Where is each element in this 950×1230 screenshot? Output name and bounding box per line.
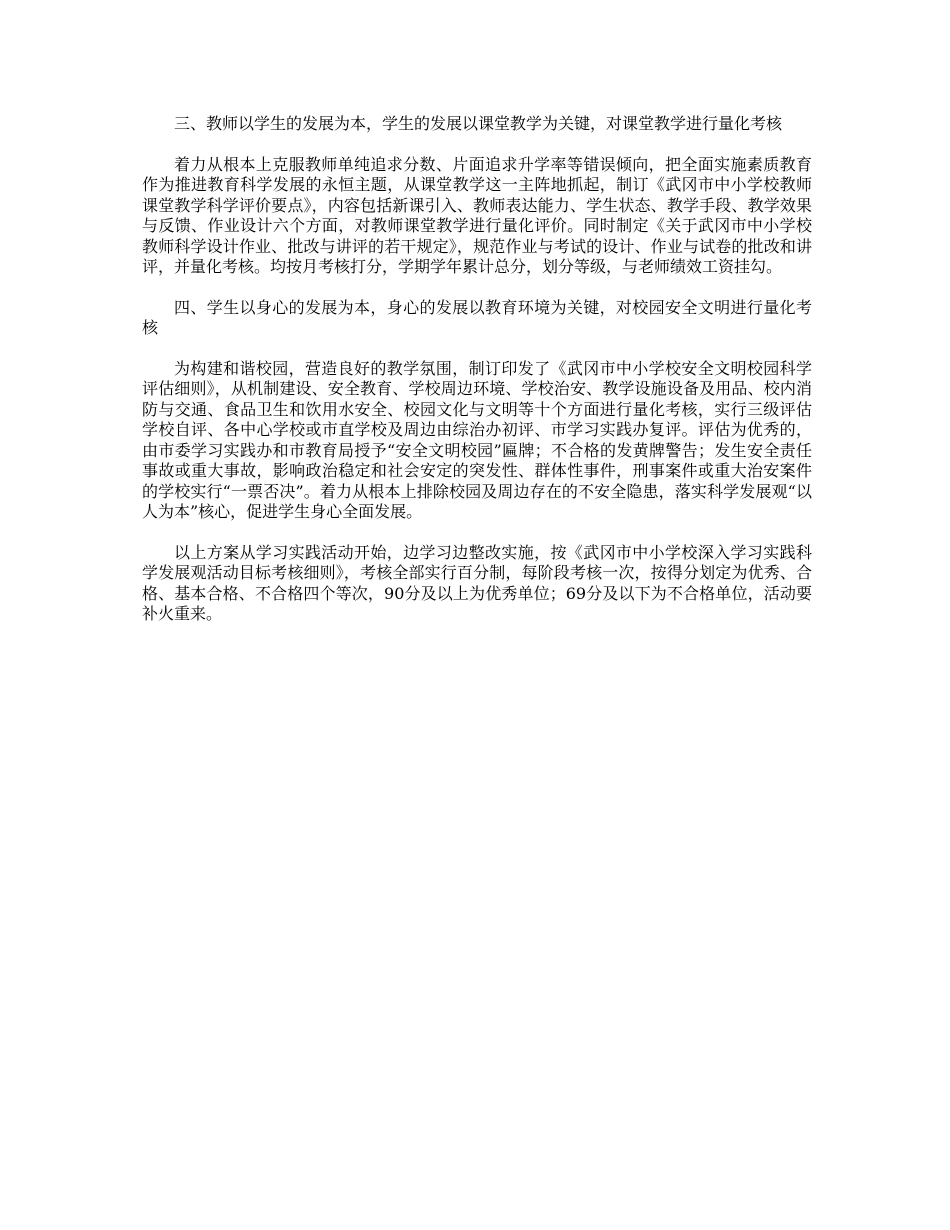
closing-paragraph: 以上方案从学习实践活动开始，边学习边整改实施，按《武冈市中小学校深入学习实践科学发展观活动目标考核细则》，考核全部实行百分制，每阶段考核一次，按得分划定为优秀、合格、基本合格、不合格四个等次，90分及以上为优秀单位；69分及以下为不合格单位，活动要补火重来。 — [142, 542, 812, 623]
section-four-body: 为构建和谐校园，营造良好的教学氛围，制订印发了《武冈市中小学校安全文明校园科学评估细则》，从机制建设、安全教育、学校周边环境、学校治安、教学设施设备及用品、校内消防与交通、食品卫生和饮用水安全、校园文化与文明等十个方面进行量化考核，实行三级评估学校自评、各中心学校或市直学校及周边由综治办初评、市学习实践办复评。评估为优秀的，由市委学习实践办和市教育局授予“安全文明校园”匾牌；不合格的发黄牌警告；发生安全责任事故或重大事故，影响政治稳定和社会安定的突发性、群体性事件，刑事案件或重大治安案件的学校实行“一票否决”。着力从根本上排除校园及周边存在的不安全隐患，落实科学发展观“以人为本”核心，促进学生身心全面发展。 — [142, 358, 812, 521]
section-three-heading: 三、教师以学生的发展为本，学生的发展以课堂教学为关键，对课堂教学进行量化考核 — [174, 114, 783, 133]
section-four-heading: 四、学生以身心的发展为本，身心的发展以教育环境为关键，对校园安全文明进行量化考核 — [142, 297, 812, 337]
section-three-body: 着力从根本上克服教师单纯追求分数、片面追求升学率等错误倾向，把全面实施素质教育作为推进教育科学发展的永恒主题，从课堂教学这一主阵地抓起，制订《武冈市中小学校教师课堂教学科学评价要点》，内容包括新课引入、教师表达能力、学生状态、教学手段、教学效果与反馈、作业设计六个方面，对教师课堂教学进行量化评价。同时制定《关于武冈市中小学校教师科学设计作业、批改与讲评的若干规定》，规范作业与考试的设计、作业与试卷的批改和讲评，并量化考核。均按月考核打分，学期学年累计总分，划分等级，与老师绩效工资挂勾。 — [142, 154, 812, 276]
document-body — [142, 114, 812, 645]
